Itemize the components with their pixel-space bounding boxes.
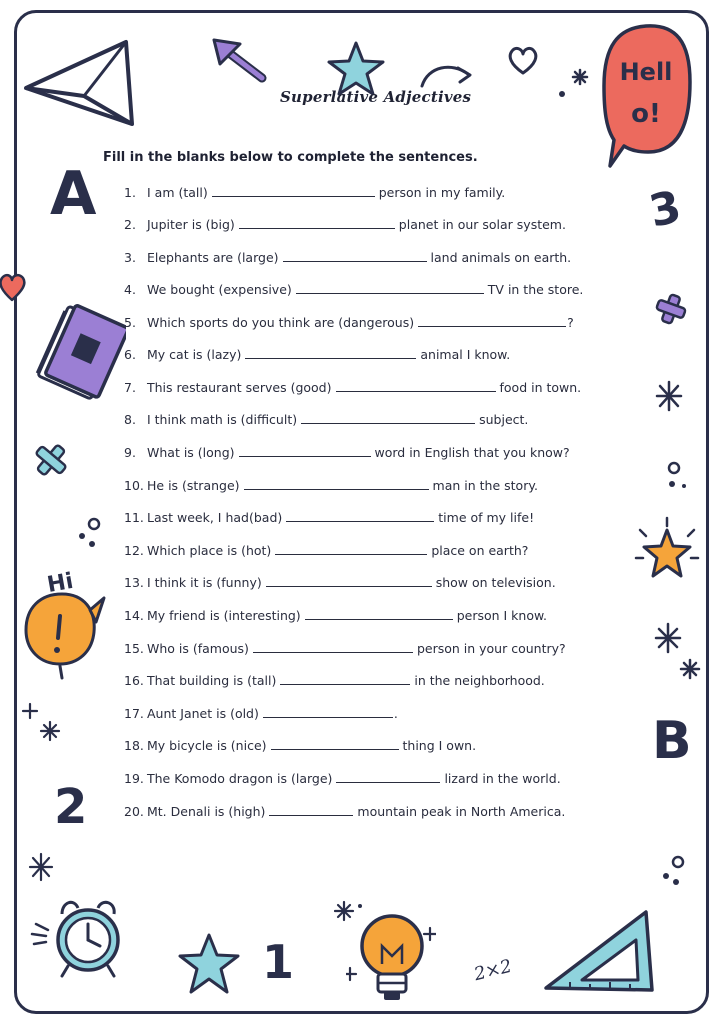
letter-b-icon: B [652, 711, 692, 771]
question-text-before: Jupiter is (big) [147, 217, 235, 232]
question-number: 11. [124, 510, 144, 525]
question-text-after: time of my life! [438, 510, 535, 525]
question-text-before: The Komodo dragon is (large) [147, 771, 333, 786]
speech-bubble-hello-icon [602, 22, 694, 170]
hi-bubble-icon [20, 560, 110, 680]
answer-blank[interactable] [305, 608, 453, 620]
alarm-clock-icon [26, 880, 130, 984]
number-two-icon: 2 [54, 779, 88, 835]
question-row [124, 443, 570, 463]
answer-blank[interactable] [301, 412, 475, 424]
heart-icon [506, 46, 540, 76]
heart-icon [0, 272, 28, 302]
question-row [124, 345, 510, 365]
question-text-after: . [393, 706, 398, 721]
question-text-before: I am (tall) [147, 185, 208, 200]
light-bulb-icon [346, 906, 436, 1010]
question-text-before: I think math is (difficult) [147, 412, 298, 427]
answer-blank[interactable] [336, 380, 496, 392]
question-text-before: Aunt Janet is (old) [147, 706, 259, 721]
answer-blank[interactable] [253, 641, 413, 653]
question-text-after: thing I own. [402, 738, 477, 753]
question-number: 16. [124, 673, 144, 688]
question-text-after: person I know. [456, 608, 548, 623]
question-text-after: place on earth? [431, 543, 529, 558]
question-text-after: ? [567, 315, 574, 330]
question-text-before: He is (strange) [147, 478, 240, 493]
math-note-text: 2×2 [472, 955, 514, 986]
question-number: 12. [124, 543, 144, 558]
star-burst-icon [632, 516, 702, 586]
question-number: 17. [124, 706, 144, 721]
question-row [124, 769, 561, 789]
question-row [124, 541, 528, 561]
question-text-before: Which place is (hot) [147, 543, 272, 558]
question-number: 19. [124, 771, 144, 786]
number-one-icon: 1 [262, 935, 295, 989]
answer-blank[interactable] [271, 738, 399, 750]
paper-plane-icon [22, 38, 140, 128]
question-number: 3. [124, 250, 136, 265]
answer-blank[interactable] [245, 347, 416, 359]
question-row [124, 248, 571, 268]
question-number: 9. [124, 445, 136, 460]
question-row [124, 606, 547, 626]
question-text-before: My bicycle is (nice) [147, 738, 267, 753]
answer-blank[interactable] [239, 217, 395, 229]
sparkle-icon [654, 380, 684, 412]
question-number: 14. [124, 608, 144, 623]
question-number: 15. [124, 641, 144, 656]
answer-blank[interactable] [239, 445, 371, 457]
question-text-before: We bought (expensive) [147, 282, 292, 297]
question-text-after: food in town. [499, 380, 582, 395]
question-text-before: Last week, I had(bad) [147, 510, 283, 525]
question-row [124, 573, 556, 593]
question-text-after: man in the story. [432, 478, 538, 493]
question-text-before: What is (long) [147, 445, 235, 460]
question-text-after: subject. [479, 412, 529, 427]
letter-a-icon: A [50, 159, 97, 229]
question-text-after: lizard in the world. [444, 771, 561, 786]
question-text-before: Who is (famous) [147, 641, 249, 656]
question-row [124, 476, 538, 496]
question-text-after: word in English that you know? [374, 445, 570, 460]
question-text-before: I think it is (funny) [147, 575, 262, 590]
answer-blank[interactable] [336, 771, 440, 783]
question-number: 2. [124, 217, 136, 232]
question-number: 4. [124, 282, 136, 297]
answer-blank[interactable] [286, 510, 434, 522]
question-number: 13. [124, 575, 144, 590]
dots-icon [660, 854, 688, 888]
answer-blank[interactable] [275, 543, 427, 555]
question-text-after: person in your country? [416, 641, 566, 656]
question-row [124, 802, 565, 822]
worksheet-title: Superlative Adjectives [280, 88, 472, 106]
hi-bubble-text: Hi [45, 568, 76, 599]
question-row [124, 183, 505, 203]
star-icon [176, 932, 242, 996]
question-row [124, 378, 581, 398]
question-number: 18. [124, 738, 144, 753]
answer-blank[interactable] [269, 804, 353, 816]
question-row [124, 704, 398, 724]
question-number: 8. [124, 412, 136, 427]
question-text-after: in the neighborhood. [414, 673, 545, 688]
answer-blank[interactable] [283, 250, 427, 262]
arrow-up-left-icon [210, 38, 270, 84]
question-text-after: planet in our solar system. [398, 217, 566, 232]
answer-blank[interactable] [212, 185, 375, 197]
question-row [124, 215, 566, 235]
question-row [124, 280, 583, 300]
question-row [124, 410, 528, 430]
question-text-after: person in my family. [378, 185, 506, 200]
question-text-after: mountain peak in North America. [357, 804, 566, 819]
plus-sign-icon [32, 440, 70, 480]
question-number: 7. [124, 380, 136, 395]
question-number: 10. [124, 478, 144, 493]
question-number: 5. [124, 315, 136, 330]
question-text-before: My friend is (interesting) [147, 608, 301, 623]
question-number: 1. [124, 185, 136, 200]
sparkle-icon [28, 852, 54, 882]
question-text-after: land animals on earth. [430, 250, 572, 265]
speech-bubble-text: o! [631, 99, 661, 129]
triangle-ruler-icon [540, 904, 658, 996]
question-row [124, 671, 545, 691]
question-row [124, 736, 476, 756]
answer-blank[interactable] [244, 478, 429, 490]
question-number: 6. [124, 347, 136, 362]
answer-blank[interactable] [280, 673, 410, 685]
question-text-before: This restaurant serves (good) [147, 380, 332, 395]
question-row [124, 508, 534, 528]
number-three-icon: 3 [644, 181, 686, 238]
sparkle-icon [20, 702, 62, 744]
question-text-before: Elephants are (large) [147, 250, 279, 265]
instructions-text: Fill in the blanks below to complete the sentences. [103, 150, 478, 165]
question-row [124, 313, 574, 333]
plus-sign-icon [654, 292, 688, 326]
dots-icon [664, 460, 690, 490]
question-text-after: show on television. [435, 575, 556, 590]
question-text-before: That building is (tall) [147, 673, 277, 688]
question-row [124, 639, 566, 659]
answer-blank[interactable] [296, 282, 484, 294]
sparkle-icon [556, 68, 590, 102]
speech-bubble-text: Hell [619, 58, 673, 86]
question-text-before: Which sports do you think are (dangerous) [147, 315, 415, 330]
question-text-after: animal I know. [420, 347, 511, 362]
answer-blank[interactable] [263, 706, 393, 718]
question-number: 20. [124, 804, 144, 819]
question-text-before: Mt. Denali is (high) [147, 804, 266, 819]
curved-arrow-icon [418, 60, 474, 90]
sparkle-icon [652, 620, 702, 684]
book-icon [30, 300, 126, 408]
dots-icon [74, 516, 104, 550]
answer-blank[interactable] [266, 575, 432, 587]
question-text-after: TV in the store. [487, 282, 584, 297]
answer-blank[interactable] [418, 315, 566, 327]
question-text-before: My cat is (lazy) [147, 347, 242, 362]
